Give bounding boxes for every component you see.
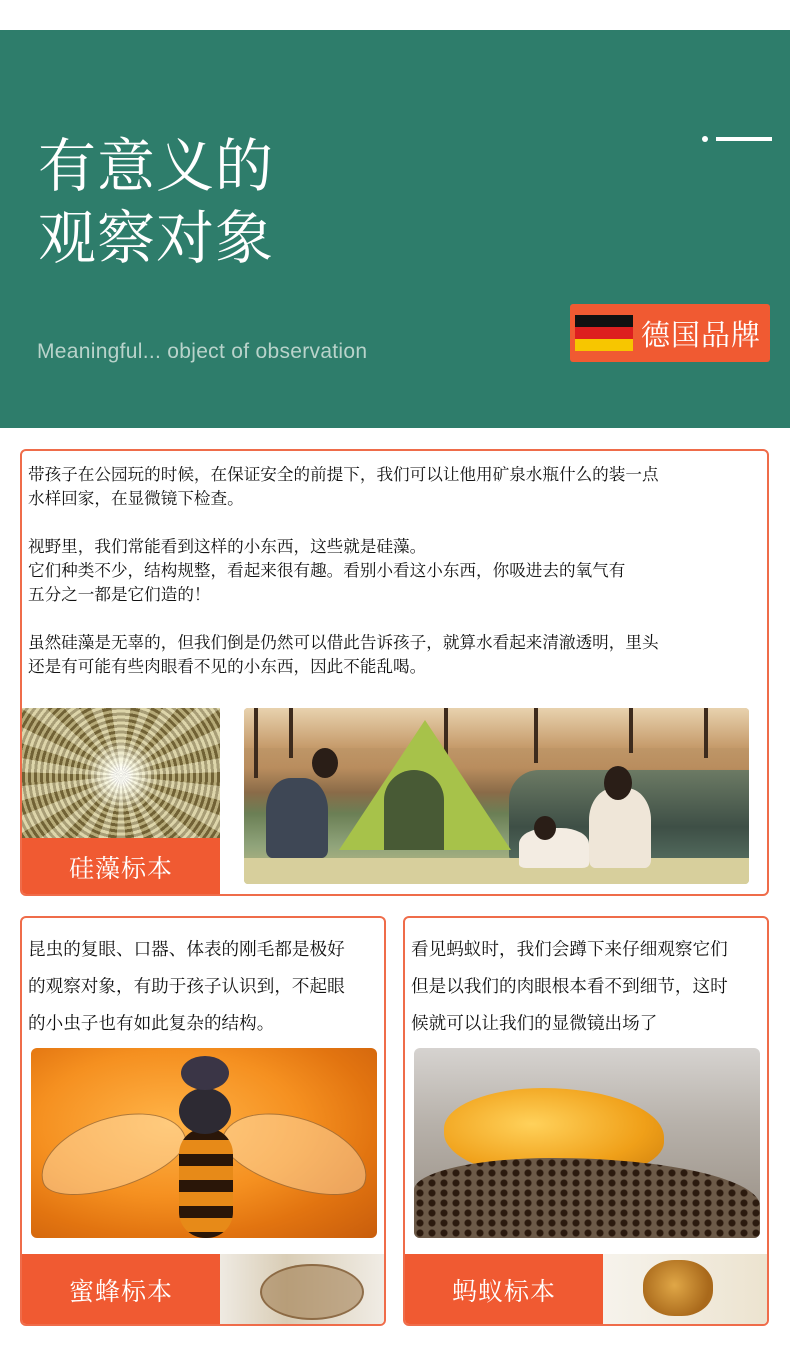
text-line: 它们种类不少，结构规整，看起来很有趣。看别小看这小东西，你吸进去的氧气有 (28, 561, 626, 580)
page-subtitle: Meaningful... object of observation (37, 340, 368, 363)
intro-text (28, 463, 763, 703)
germany-flag-icon (575, 315, 633, 351)
title-line-2: 观察对象 (38, 204, 275, 272)
fly-slide-thumbnail (220, 1254, 386, 1326)
text-line: 带孩子在公园玩的时候，在保证安全的前提下，我们可以让他用矿泉水瓶什么的装一点 (28, 465, 659, 484)
brand-badge (570, 304, 770, 362)
family-camping-photo (244, 708, 749, 884)
diatom-specimen (22, 708, 220, 896)
text-line: 昆虫的复眼、口器、体表的刚毛都是极好 (28, 940, 345, 960)
insect-text (28, 932, 380, 1043)
text-line: 候就可以让我们的显微镜出场了 (411, 1014, 658, 1034)
hoverfly-photo (31, 1048, 377, 1238)
insect-card (20, 916, 386, 1326)
ant-text (411, 932, 763, 1043)
ant-card (403, 916, 769, 1326)
intro-paragraph-2 (28, 535, 763, 607)
diatom-image (22, 708, 220, 838)
text-line: 的小虫子也有如此复杂的结构。 (28, 1014, 275, 1034)
decorative-dash-icon (702, 135, 772, 143)
brand-label: 德国品牌 (641, 317, 762, 352)
text-line: 但是以我们的肉眼根本看不到细节，这时 (411, 977, 728, 997)
page-title (38, 130, 274, 274)
text-line: 看见蚂蚁时，我们会蹲下来仔细观察它们 (411, 940, 728, 960)
bee-specimen-label: 蜜蜂标本 (22, 1254, 220, 1326)
hero-banner (0, 30, 790, 428)
text-line: 水样回家，在显微镜下检查。 (28, 489, 244, 508)
text-line: 还是有可能有些肉眼看不见的小东西，因此不能乱喝。 (28, 657, 427, 676)
intro-paragraph-1 (28, 463, 763, 511)
diatom-label: 硅藻标本 (22, 838, 220, 896)
diatom-card (20, 449, 769, 896)
text-line: 虽然硅藻是无辜的，但我们倒是仍然可以借此告诉孩子，就算水看起来清澈透明，里头 (28, 633, 659, 652)
text-line: 的观察对象，有助于孩子认识到，不起眼 (28, 977, 345, 997)
intro-paragraph-3 (28, 631, 763, 679)
text-line: 五分之一都是它们造的！ (28, 585, 211, 604)
ant-specimen-label: 蚂蚁标本 (405, 1254, 603, 1326)
ant-slide-thumbnail (603, 1254, 769, 1326)
ants-eating-photo (414, 1048, 760, 1238)
text-line: 视野里，我们常能看到这样的小东西，这些就是硅藻。 (28, 537, 427, 556)
title-line-1: 有意义的 (38, 132, 275, 200)
